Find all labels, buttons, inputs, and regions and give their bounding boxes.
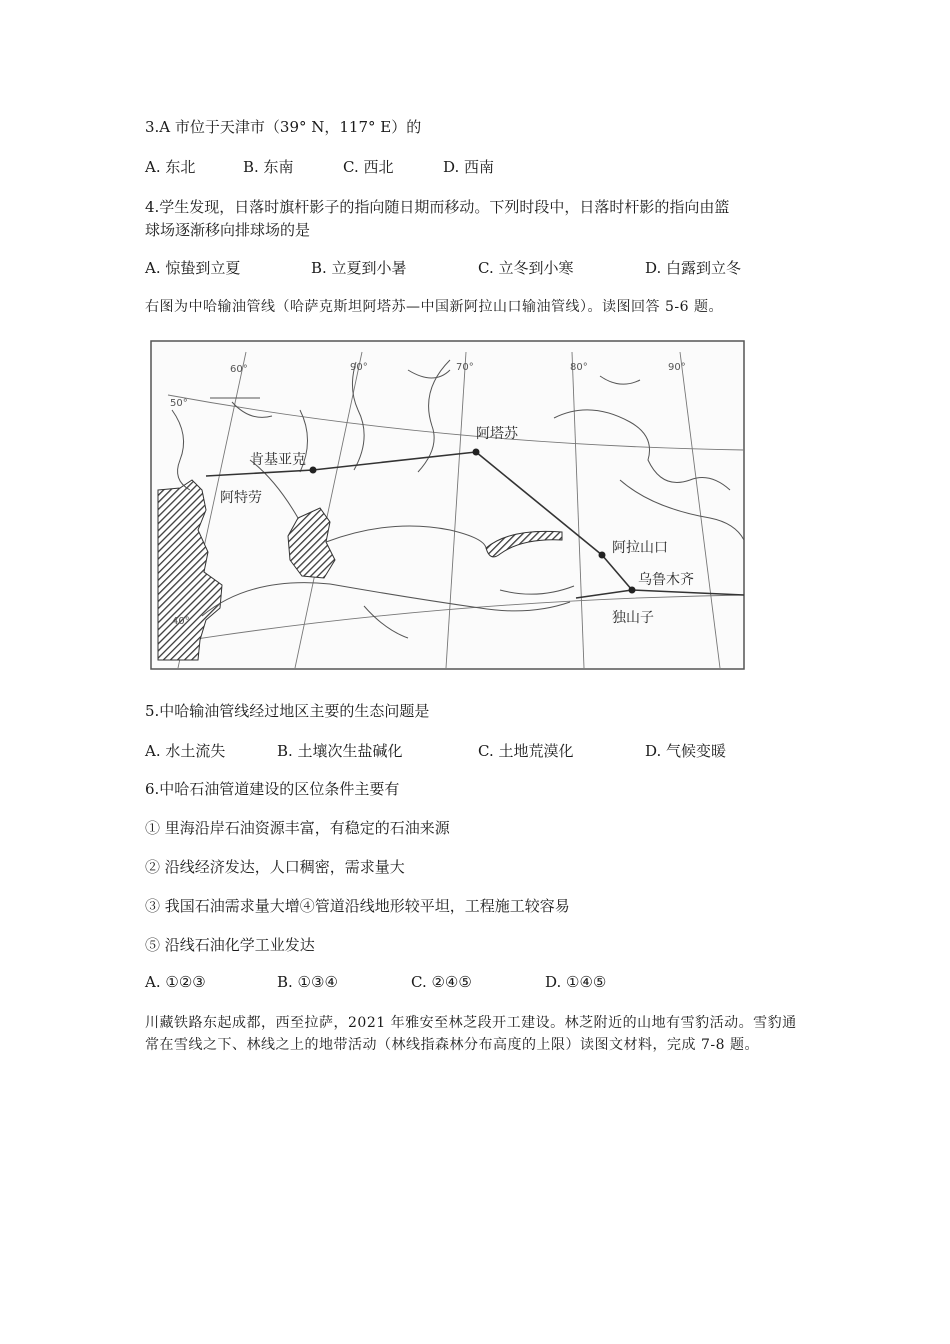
- q4-option-d: D. 白露到立冬: [645, 259, 742, 277]
- q3-stem: 3.A 市位于天津市（39° N，117° E）的: [145, 118, 422, 136]
- q5-option-a: A. 水土流失: [145, 742, 226, 760]
- q6-stem: 6.中哈石油管道建设的区位条件主要有: [145, 780, 400, 798]
- q6-option-c: C. ②④⑤: [411, 973, 472, 991]
- q3-option-a: A. 东北: [145, 158, 196, 176]
- q3-option-d: D. 西南: [443, 158, 495, 176]
- tick-lon-60: 60°: [230, 364, 248, 375]
- map-intro: 右图为中哈输油管线（哈萨克斯坦阿塔苏—中国新阿拉山口输油管线）。读图回答 5-6 题。: [145, 299, 723, 315]
- tick-lon-90-left: 90°: [350, 362, 368, 373]
- q6-option-b: B. ①③④: [277, 973, 338, 991]
- q6-option-d: D. ①④⑤: [545, 973, 607, 991]
- tick-lat-40: 40°: [172, 616, 190, 627]
- tick-lat-50: 50°: [170, 398, 188, 409]
- q6-item-3: ③ 我国石油需求量大增④管道沿线地形较平坦，工程施工较容易: [145, 897, 570, 915]
- station-kenkiyak: [310, 467, 317, 474]
- q6-option-a: A. ①②③: [145, 973, 206, 991]
- label-atasu: 阿塔苏: [476, 426, 518, 442]
- pipeline-map: [150, 340, 745, 670]
- q6-item-1: ① 里海沿岸石油资源丰富，有稳定的石油来源: [145, 819, 450, 837]
- q78-intro: 川藏铁路东起成都，西至拉萨，2021 年雅安至林芝段开工建设。林芝附近的山地有雪豹活动。雪豹通常在雪线之下、林线之上的地带活动（林线指森林分布高度的上限）读图文材料，完成 7-8 题。: [145, 1015, 797, 1053]
- q4-stem-line1: 4.学生发现，日落时旗杆影子的指向随日期而移动。下列时段中，日落时杆影的指向由篮: [145, 198, 730, 216]
- q5-option-c: C. 土地荒漠化: [478, 742, 574, 760]
- tick-lon-90-right: 90°: [668, 362, 686, 373]
- q5-option-b: B. 土壤次生盐碱化: [277, 742, 403, 760]
- q4-stem-line2: 球场逐渐移向排球场的是: [145, 221, 311, 239]
- station-atasu: [473, 449, 480, 456]
- q5-stem: 5.中哈输油管线经过地区主要的生态问题是: [145, 702, 430, 720]
- q6-item-4: ⑤ 沿线石油化学工业发达: [145, 936, 315, 954]
- label-alashankou: 阿拉山口: [612, 540, 668, 556]
- tick-lon-80: 80°: [570, 362, 588, 373]
- station-alashankou: [599, 552, 606, 559]
- q4-option-b: B. 立夏到小暑: [311, 259, 407, 277]
- label-dushanzi: 独山子: [612, 610, 654, 626]
- q5-option-d: D. 气候变暖: [645, 742, 727, 760]
- q3-option-b: B. 东南: [243, 158, 294, 176]
- label-urumqi: 乌鲁木齐: [638, 572, 694, 588]
- label-atyrau: 阿特劳: [220, 490, 262, 506]
- tick-lon-70: 70°: [456, 362, 474, 373]
- q6-item-2: ② 沿线经济发达，人口稠密，需求量大: [145, 858, 405, 876]
- q3-option-c: C. 西北: [343, 158, 394, 176]
- station-urumqi: [629, 587, 636, 594]
- q4-option-a: A. 惊蛰到立夏: [145, 259, 241, 277]
- label-kenkiyak: 肯基亚克: [250, 452, 306, 468]
- q4-option-c: C. 立冬到小寒: [478, 259, 574, 277]
